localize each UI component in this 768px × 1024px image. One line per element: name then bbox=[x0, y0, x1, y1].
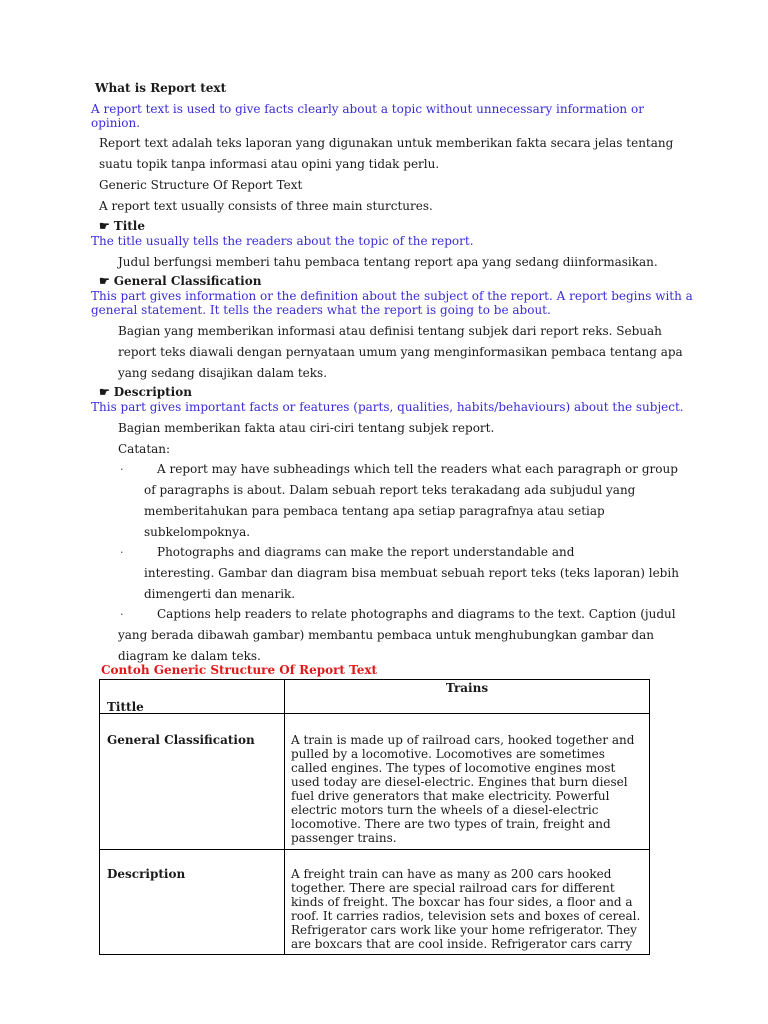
note-1-line-3: memberitahukan para pembaca tentang apa setiap paragrafnya atau setiap bbox=[144, 504, 605, 518]
table-row bbox=[100, 850, 650, 955]
note-2-line-1: Photographs and diagrams can make the report understandable and bbox=[157, 545, 575, 559]
definition-indonesian-line-1: Report text adalah teks laporan yang digunakan untuk memberikan fakta secara jelas tentang bbox=[99, 136, 674, 150]
description-indonesian: Bagian memberikan fakta atau ciri-ciri tentang subjek report. bbox=[118, 421, 495, 435]
row-label-description: Description bbox=[107, 867, 186, 881]
three-main-structures: A report text usually consists of three main sturctures. bbox=[99, 199, 433, 213]
note-1-line-1: A report may have subheadings which tell the readers what each paragraph or group bbox=[157, 462, 678, 476]
table-row bbox=[100, 714, 650, 850]
note-3-line-2: yang berada dibawah gambar) membantu pembaca untuk menghubungkan gambar dan bbox=[118, 628, 654, 642]
note-3-line-1: Captions help readers to relate photographs and diagrams to the text. Caption (judul bbox=[157, 607, 676, 621]
catatan-label: Catatan: bbox=[118, 442, 171, 456]
title-section-indonesian: Judul berfungsi memberi tahu pembaca tentang report apa yang sedang diinformasikan. bbox=[118, 255, 658, 269]
classification-indonesian-line-1: Bagian yang memberikan informasi atau definisi tentang subjek dari report reks. Sebuah bbox=[118, 324, 662, 338]
definition-english: A report text is used to give facts clearly about a topic without unnecessary information or opinion. bbox=[91, 102, 644, 130]
table-cell-label bbox=[100, 680, 285, 714]
classification-english-line-1: This part gives information or the definition about the subject of the report. A report begins with a bbox=[91, 289, 693, 303]
classification-section-heading-text: General Classification bbox=[113, 274, 262, 288]
table-cell-value bbox=[285, 680, 650, 714]
report-structure-table bbox=[99, 679, 650, 955]
definition-indonesian-line-2: suatu topik tanpa informasi atau opini yang tidak perlu. bbox=[99, 157, 440, 171]
title-value: Trains bbox=[445, 681, 489, 695]
page-title: What is Report text bbox=[95, 81, 227, 95]
title-section-heading bbox=[99, 219, 145, 233]
table-cell-label bbox=[100, 850, 285, 955]
note-bullet: · bbox=[120, 608, 124, 621]
table-row bbox=[100, 680, 650, 714]
title-section-english: The title usually tells the readers about the topic of the report. bbox=[91, 234, 474, 248]
classification-indonesian-line-3: yang sedang disajikan dalam teks. bbox=[118, 366, 328, 380]
note-2-line-2: interesting. Gambar dan diagram bisa membuat sebuah report teks (teks laporan) lebih bbox=[144, 566, 679, 580]
row-label-classification: General Classification bbox=[107, 733, 255, 747]
table-cell-value bbox=[285, 714, 650, 850]
note-bullet: · bbox=[120, 546, 124, 559]
pointing-hand-icon: ☛ bbox=[99, 219, 110, 233]
generic-structure-label: Generic Structure Of Report Text bbox=[99, 178, 303, 192]
classification-english-line-2: general statement. It tells the readers what the report is going to be about. bbox=[91, 303, 551, 317]
note-1-line-4: subkelompoknya. bbox=[144, 525, 251, 539]
table-cell-value bbox=[285, 850, 650, 955]
classification-indonesian-line-2: report teks diawali dengan pernyataan umum yang menginformasikan pembaca tentang apa bbox=[118, 345, 683, 359]
title-label: Tittle bbox=[107, 700, 144, 714]
classification-section-heading bbox=[99, 274, 261, 288]
row-text-description: A freight train can have as many as 200 cars hooked together. There are special railroad cars for different kinds of freight. The boxcar has four sides, a floor and a roof. It carries radios, television sets and boxes of cereal. Refrigerator cars work like your home refrigerator. They are boxcars that are cool inside. Refrigerator cars carry bbox=[291, 867, 641, 951]
pointing-hand-icon: ☛ bbox=[99, 385, 110, 399]
table-cell-label bbox=[100, 714, 285, 850]
note-3-line-3: diagram ke dalam teks. bbox=[118, 649, 261, 663]
note-bullet: · bbox=[120, 463, 124, 476]
note-2-line-3: dimengerti dan menarik. bbox=[144, 587, 296, 601]
row-text-classification: A train is made up of railroad cars, hooked together and pulled by a locomotive. Locomotives are sometimes called engines. The types of locomotive engines most used today are diesel-electric. Engines that burn diesel fuel drive generators that make electricity. Powerful electric motors turn the wheels of a diesel-electric locomotive. There are two types of train, freight and passenger trains. bbox=[291, 733, 635, 845]
title-section-heading-text: Title bbox=[113, 219, 145, 233]
example-heading: Contoh Generic Structure Of Report Text bbox=[101, 663, 378, 677]
description-english: This part gives important facts or features (parts, qualities, habits/behaviours) about the subject. bbox=[91, 400, 684, 414]
description-section-heading-text: Description bbox=[113, 385, 192, 399]
pointing-hand-icon: ☛ bbox=[99, 274, 110, 288]
description-section-heading bbox=[99, 385, 192, 399]
note-1-line-2: of paragraphs is about. Dalam sebuah report teks terakadang ada subjudul yang bbox=[144, 483, 636, 497]
